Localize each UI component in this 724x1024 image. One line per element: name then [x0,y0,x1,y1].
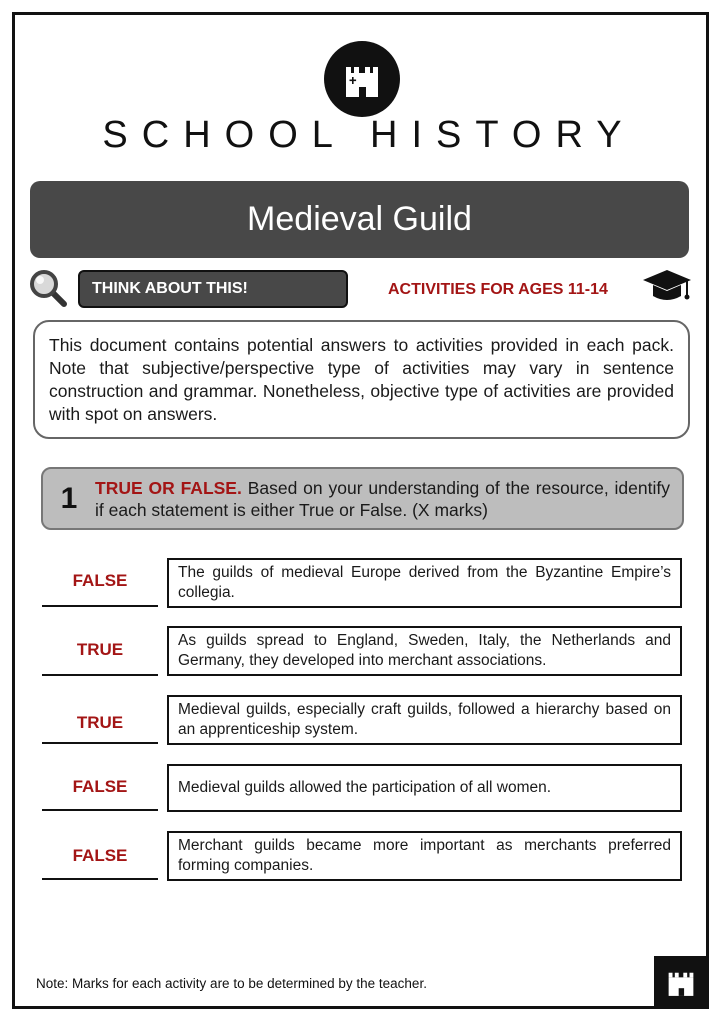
activities-ages-label: ACTIVITIES FOR AGES 11-14 [388,281,608,298]
page-title: Medieval Guild [30,181,689,258]
answer-line-4 [42,809,158,811]
statement-3: Medieval guilds, especially craft guilds, followed a hierarchy based on an apprenticeship system. [167,695,682,745]
answer-line-1 [42,605,158,607]
answer-5: FALSE [72,846,128,865]
statement-5: Merchant guilds became more important as merchants preferred forming companies. [167,831,682,881]
magnifier-icon [28,268,68,308]
answer-4: FALSE [72,777,128,796]
section-instruction: Based on your understanding of the resource, identify if each statement is either True or False. (X marks) [95,477,670,520]
think-about-this-label: THINK ABOUT THIS! [78,270,348,308]
section-heading: TRUE OR FALSE. [95,477,242,498]
answer-2: TRUE [76,640,124,659]
corner-castle-icon [654,956,708,1008]
answer-1: FALSE [72,571,128,590]
statement-2: As guilds spread to England, Sweden, Italy, the Netherlands and Germany, they developed into merchant associations. [167,626,682,676]
castle-logo-icon [324,41,400,117]
statement-1: The guilds of medieval Europe derived from the Byzantine Empire’s collegia. [167,558,682,608]
graduation-cap-icon [642,266,692,306]
brand-name: SCHOOL HISTORY [102,114,636,156]
footer-note: Note: Marks for each activity are to be determined by the teacher. [36,976,427,991]
statement-4: Medieval guilds allowed the participation of all women. [167,764,682,812]
section-number: 1 [60,481,78,515]
answer-line-5 [42,878,158,880]
answer-line-2 [42,674,158,676]
section-header [41,467,684,530]
intro-text: This document contains potential answers to activities provided in each pack. Note that subjective/perspective type of activities may vary in sentence construction and grammar. Nonetheless, objective type of activities are provided with spot on answers. [33,320,690,439]
answer-line-3 [42,742,158,744]
answer-3: TRUE [76,713,124,732]
section-instruction-block [95,477,682,521]
